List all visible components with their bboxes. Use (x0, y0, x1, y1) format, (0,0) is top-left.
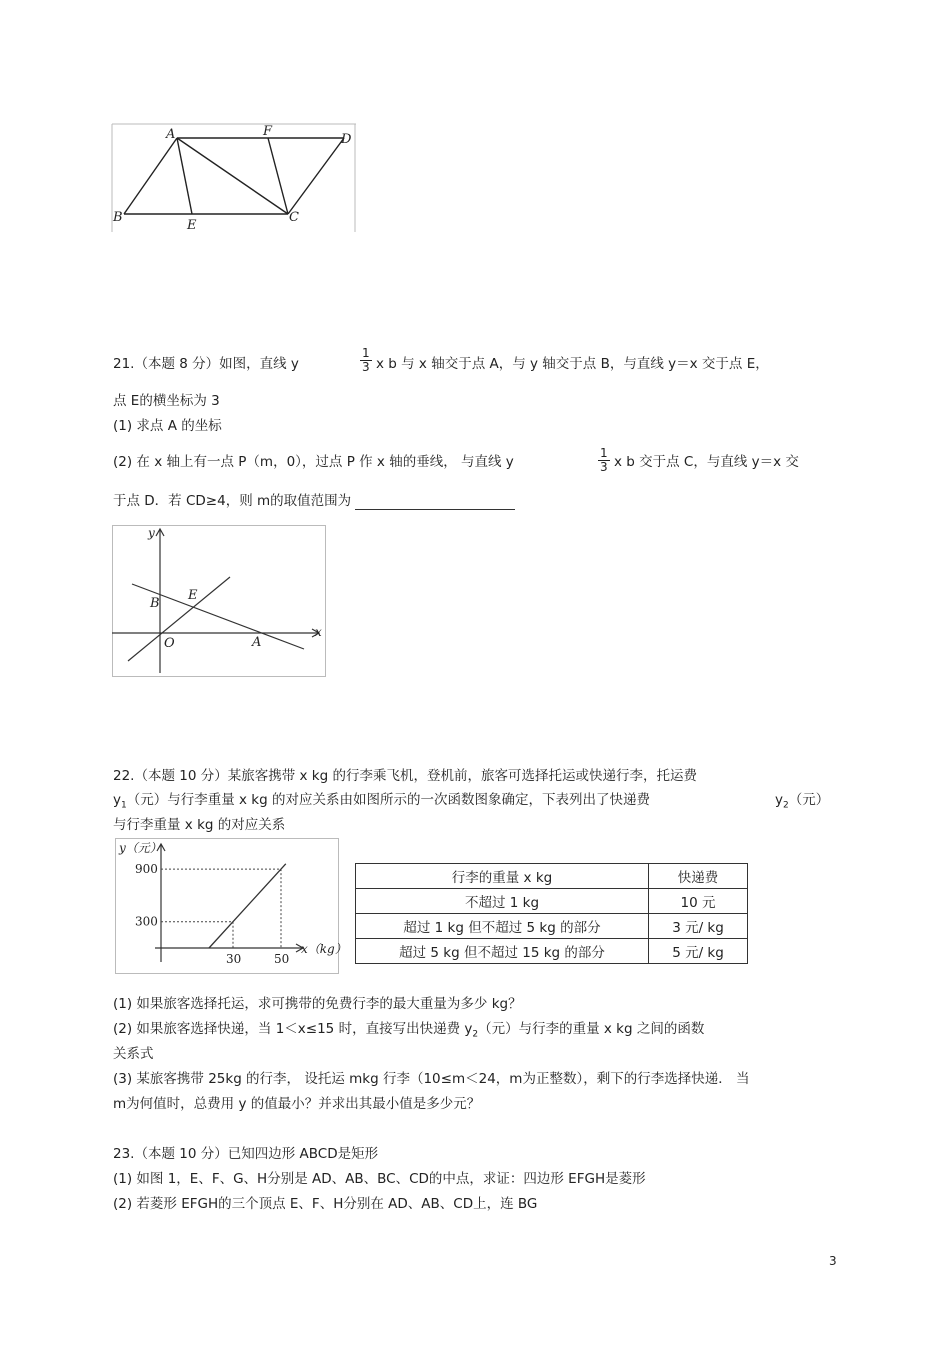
point-label-E: E (188, 588, 198, 603)
axis-label-x: x (315, 625, 322, 639)
q22-part2 (113, 1020, 704, 1044)
q23-part1: (1) 如图 1，E、F、G、H分别是 AD、AB、BC、CD的中点，求证：四边形 EFGH是菱形 (113, 1171, 646, 1187)
y-axis-label: y（元） (119, 841, 162, 855)
q21-part2c-text: 于点 D．若 CD≥4，则 m的取值范围为 (113, 493, 352, 509)
label-F: F (263, 124, 273, 139)
point-label-O: O (164, 636, 175, 651)
table-cell: 3 元/ kg (649, 914, 748, 939)
baggage-cost-chart (115, 838, 347, 974)
answer-blank (355, 495, 515, 510)
q21-fraction (360, 347, 372, 374)
table-row (356, 889, 748, 914)
label-C: C (289, 210, 299, 225)
fraction-numerator: 1 (600, 446, 608, 460)
q22-part3b: m为何值时，总费用 y 的值最小？并求出其最小值是多少元？ (113, 1096, 481, 1112)
q21-fraction-2 (598, 447, 610, 474)
point-label-A: A (252, 635, 262, 650)
q22-part3a: (3) 某旅客携带 25kg 的行李， 设托运 mkg 行李（10≤m＜24，m为正整数），剩下的行李选择快递． 当 (113, 1071, 750, 1087)
fraction-denominator: 3 (600, 460, 608, 474)
series-line (209, 864, 286, 948)
q22-part2-sub: 2 (472, 1029, 479, 1040)
table-header-row (356, 864, 748, 889)
q21-part1: (1) 求点 A 的坐标 (113, 418, 222, 434)
q22-line3: 与行李重量 x kg 的对应关系 (113, 817, 286, 833)
q21-line1b: x b 与 x 轴交于点 A，与 y 轴交于点 B，与直线 y＝x 交于点 E， (376, 356, 769, 372)
q22-line2-end (775, 791, 829, 815)
table-cell: 不超过 1 kg (356, 889, 649, 914)
page-number: 3 (829, 1254, 837, 1268)
q21-line1a: 21.（本题 8 分）如图，直线 y (113, 356, 299, 372)
x-tick-label: 50 (274, 952, 290, 966)
label-B: B (113, 210, 123, 225)
table-cell: 超过 5 kg 但不超过 15 kg 的部分 (356, 939, 649, 964)
x-tick-label: 30 (226, 952, 242, 966)
q22-y2: y (775, 792, 783, 808)
q22-y2-sub: 2 (783, 800, 789, 811)
point-label-B: B (150, 596, 160, 611)
label-E: E (187, 218, 197, 233)
express-fee-table (355, 863, 748, 964)
label-D: D (341, 132, 352, 147)
q22-line1: 22.（本题 10 分）某旅客携带 x kg 的行李乘飞机，登机前，旅客可选择托运或快递行李，托运费 (113, 768, 697, 784)
table-row (356, 914, 748, 939)
q22-part2-text: (2) 如果旅客选择快递，当 1＜x≤15 时，直接写出快递费 y (113, 1021, 473, 1037)
table-cell: 5 元/ kg (649, 939, 748, 964)
coordinate-figure (112, 525, 326, 677)
q22-part1: (1) 如果旅客选择托运，求可携带的免费行李的最大重量为多少 kg？ (113, 996, 522, 1012)
fraction-numerator: 1 (362, 346, 370, 360)
q21-part2a: (2) 在 x 轴上有一点 P（m，0），过点 P 作 x 轴的垂线， 与直线 y (113, 454, 514, 470)
table-header: 快递费 (649, 864, 748, 889)
table-cell: 10 元 (649, 889, 748, 914)
q22-line2 (113, 791, 650, 815)
table-row (356, 939, 748, 964)
table-header: 行李的重量 x kg (356, 864, 649, 889)
q22-y1: y (113, 792, 121, 808)
parallelogram-figure (112, 124, 356, 232)
q21-line2: 点 E的横坐标为 3 (113, 393, 220, 409)
q22-part2c: 关系式 (113, 1046, 154, 1062)
y-tick-label: 300 (135, 914, 158, 929)
label-A: A (166, 127, 176, 142)
q22-part2-text-b: （元）与行李的重量 x kg 之间的函数 (478, 1021, 705, 1037)
fraction-denominator: 3 (362, 360, 370, 374)
q23-line1: 23.（本题 10 分）已知四边形 ABCD是矩形 (113, 1146, 379, 1162)
axis-label-y: y (148, 526, 155, 540)
q23-part2: (2) 若菱形 EFGH的三个顶点 E、F、H分别在 AD、AB、CD上，连 BG (113, 1196, 538, 1212)
q22-line2-mid: （元）与行李重量 x kg 的对应关系由如图所示的一次函数图象确定，下表列出了快递费 (126, 792, 650, 808)
q21-part2c (113, 492, 515, 510)
table-cell: 超过 1 kg 但不超过 5 kg 的部分 (356, 914, 649, 939)
q22-y1-sub: 1 (121, 800, 127, 811)
q21-part2b: x b 交于点 C，与直线 y＝x 交 (614, 454, 799, 470)
y-tick-label: 900 (135, 862, 158, 877)
q22-line2-tail: （元） (788, 792, 830, 808)
x-axis-label: x（kg） (301, 942, 347, 956)
